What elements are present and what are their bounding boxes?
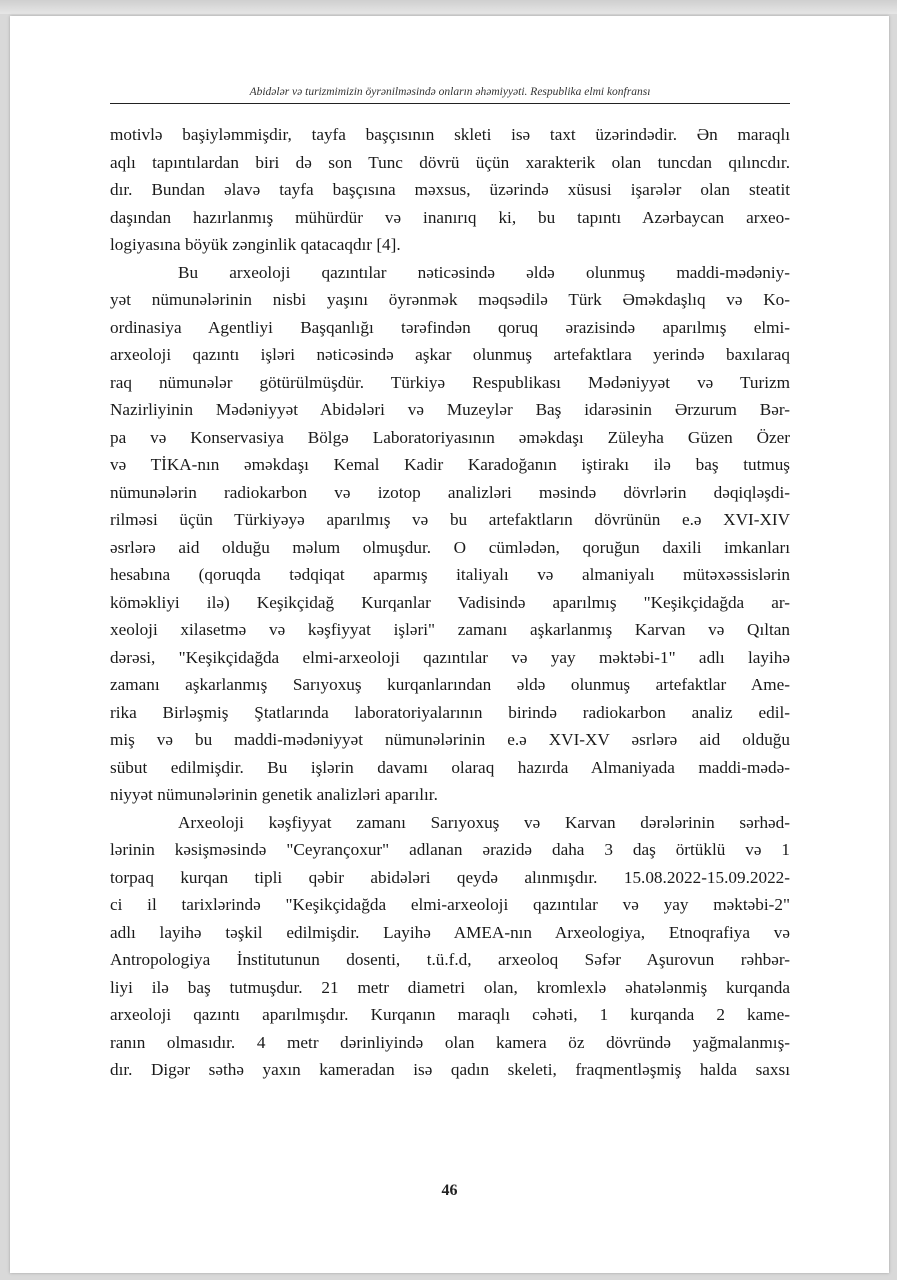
text-line: xeoloji xilasetmə və kəşfiyyat işləri" zamanı aşkarlanmış Karvan və Qıltan <box>110 620 790 639</box>
text-line: raq nümunələr götürülmüşdür. Türkiyə Respublikası Mədəniyyət və Turizm <box>110 372 790 392</box>
text-line: dır. Digər səthə yaxın kameradan isə qadın skeleti, fraqmentləşmiş halda saxsı <box>110 1060 790 1079</box>
text-line: dır. Bundan əlavə tayfa başçısına məxsus, üzərində xüsusi işarələr olan steatit <box>110 180 790 199</box>
text-line: köməkliyi ilə) Keşikçidağ Kurqanlar Vadisində aparılmış "Keşikçidağda ar- <box>110 592 790 612</box>
text-line: miş və bu maddi-mədəniyyət nümunələrinin e.ə XVI-XV əsrlərə aid olduğu <box>110 730 790 749</box>
text-line: zamanı aşkarlanmış Sarıyoxuş kurqanlarından əldə olunmuş artefaktlar Ame- <box>110 675 790 694</box>
text-line: dərəsi, "Keşikçidağda elmi-arxeoloji qazıntılar və yay məktəbi-1" adlı layihə <box>110 647 790 667</box>
text-line: arxeoloji qazıntı işləri nəticəsində aşkar olunmuş artefaktlara yerində baxılaraq <box>110 345 790 364</box>
text-line: ordinasiya Agentliyi Başqanlığı tərəfindən qoruq ərazisində aparılmış elmi- <box>110 317 790 337</box>
text-line: lərinin kəsişməsində "Ceyrançoxur" adlanan ərazidə daha 3 daş örtüklü və 1 <box>110 840 790 859</box>
text-line: motivlə başiyləmmişdir, tayfa başçısının skleti isə taxt üzərindədir. Ən maraqlı <box>110 125 790 144</box>
text-line: logiyasına böyük zənginlik qatacaqdır [4]. <box>110 235 401 254</box>
text-line: hesabına (qoruqda tədqiqat aparmış italiyalı və almaniyalı mütəxəssislərin <box>110 565 790 584</box>
text-line: ranın olmasıdır. 4 metr dərinliyində olan kamera öz dövründə yağmalanmış- <box>110 1032 790 1052</box>
text-line: Nazirliyinin Mədəniyyət Abidələri və Muzeylər Baş idarəsinin Ərzurum Bər- <box>110 400 790 419</box>
text-line: liyi ilə baş tutmuşdur. 21 metr diametri olan, kromlexlə əhatələnmiş kurqanda <box>110 977 790 997</box>
text-line: torpaq kurqan tipli qəbir abidələri qeydə alınmışdır. 15.08.2022-15.09.2022- <box>110 867 790 887</box>
text-line: aqlı tapıntılardan biri də son Tunc dövrü üçün xarakterik olan tuncdan qılıncdır. <box>110 152 790 172</box>
text-line: nümunələrin radiokarbon və izotop analizləri məsində dövrlərin dəqiqləşdi- <box>110 482 790 502</box>
text-line: adlı layihə təşkil edilmişdir. Layihə AMEA-nın Arxeologiya, Etnoqrafiya və <box>110 922 790 942</box>
text-line: rilməsi üçün Türkiyəyə aparılmış və bu artefaktların dövrünün e.ə XVI-XIV <box>110 510 790 529</box>
text-line: və TİKA-nın əməkdaşı Kemal Kadir Karadoğanın iştirakı ilə baş tutmuş <box>110 455 790 474</box>
text-line: arxeoloji qazıntı aparılmışdır. Kurqanın maraqlı cəhəti, 1 kurqanda 2 kame- <box>110 1005 790 1024</box>
text-line: Antropologiya İnstitutunun dosenti, t.ü.f.d, arxeoloq Səfər Aşurovun rəhbər- <box>110 950 790 969</box>
text-line: pa və Konservasiya Bölgə Laboratoriyasının əməkdaşı Züleyha Güzen Özer <box>110 427 790 447</box>
text-line: sübut edilmişdir. Bu işlərin davamı olaraq hazırda Almaniyada maddi-mədə- <box>110 757 790 777</box>
header-rule <box>110 103 790 104</box>
text-line: Arxeoloji kəşfiyyat zamanı Sarıyoxuş və Karvan dərələrinin sərhəd- <box>178 812 790 832</box>
document-page <box>10 16 889 1273</box>
viewer-top-edge <box>0 0 897 14</box>
text-line: yət nümunələrinin nisbi yaşını öyrənmək məqsədilə Türk Əməkdaşlıq və Ko- <box>110 290 790 309</box>
text-line: əsrlərə aid olduğu məlum olmuşdur. O cümlədən, qoruğun daxili imkanları <box>110 537 790 557</box>
text-line: rika Birləşmiş Ştatlarında laboratoriyalarının birində radiokarbon analiz edil- <box>110 702 790 722</box>
text-line: Bu arxeoloji qazıntılar nəticəsində əldə olunmuş maddi-mədəniy- <box>178 262 790 282</box>
text-line: niyyət nümunələrinin genetik analizləri aparılır. <box>110 785 438 804</box>
text-line: daşından hazırlanmış mühürdür və inanırıq ki, bu tapıntı Azərbaycan arxeo- <box>110 207 790 227</box>
text-line: ci il tarixlərində "Keşikçidağda elmi-arxeoloji qazıntılar və yay məktəbi-2" <box>110 895 790 914</box>
running-header: Abidələr və turizmimizin öyrənilməsində onların əhəmiyyəti. Respublika elmi konfransı <box>249 86 651 98</box>
body-text <box>110 121 790 1084</box>
page-number: 46 <box>441 1182 458 1199</box>
